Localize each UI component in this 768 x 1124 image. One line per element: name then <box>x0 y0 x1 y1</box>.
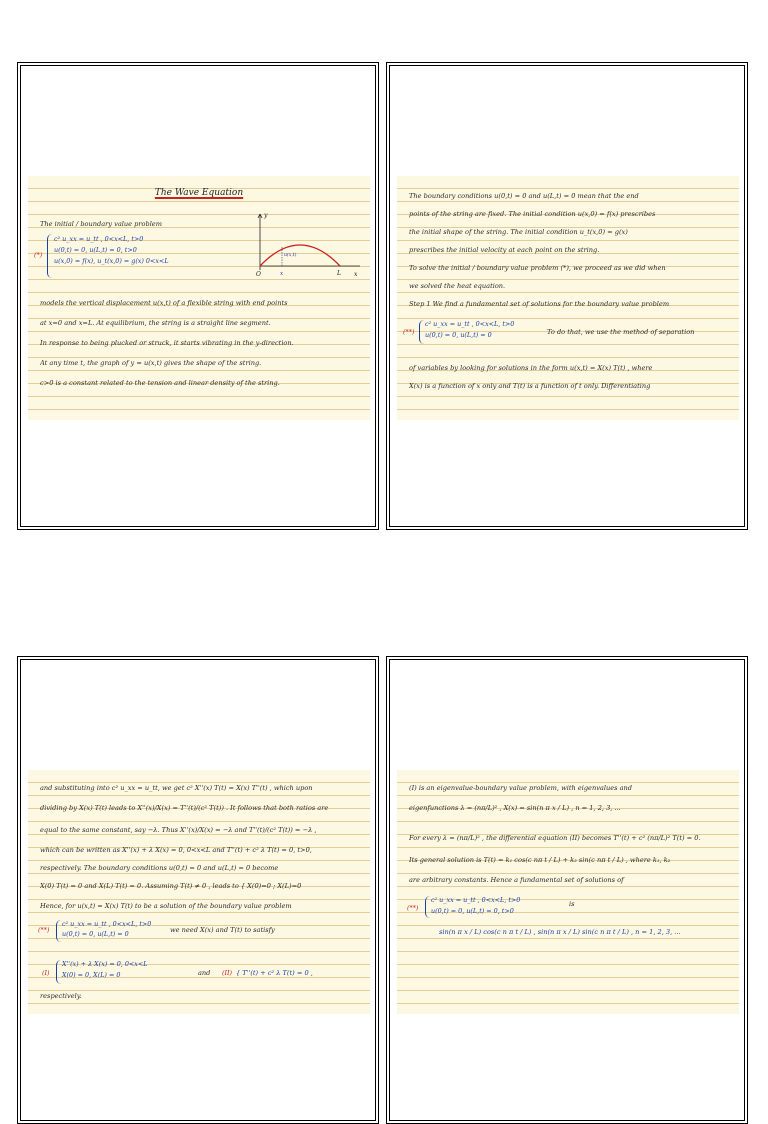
method-text: To do that, we use the method of separation <box>547 328 695 336</box>
pde-line: c² u_xx = u_tt , 0<x<L, t>0 <box>54 235 144 243</box>
text-line-3: For every λ = (nπ/L)² , the differential equation (II) becomes T''(t) + c² (nπ/L)² T(t) = 0. <box>409 834 701 842</box>
equation-tag: (*) <box>34 251 43 259</box>
body-line-3: In response to being plucked or struck, it starts vibrating in the y-direction. <box>40 339 294 347</box>
pde-line: c² u_xx = u_tt , 0<x<L, t>0 <box>62 920 152 928</box>
body-line-5: c>0 is a constant related to the tension and linear density of the string. <box>40 379 280 387</box>
text-line-5: are arbitrary constants. Hence a fundamental set of solutions of <box>409 876 624 884</box>
text-line-3: equal to the same constant, say −λ. Thus X''(x)/X(x) = −λ and T''(t)/(c² T(t)) = −λ , <box>40 826 317 834</box>
slide-3 <box>17 656 379 1124</box>
text-line-4: Its general solution is T(t) = k₁ cos(c nπ t / L) + k₂ sin(c nπ t / L) , where k₁, k₂ <box>409 856 671 864</box>
x-mark: x <box>280 271 284 277</box>
text-line-5: To solve the initial / boundary value problem (*), we proceed as we did when <box>409 264 666 272</box>
text-line-9: X(x) is a function of x only and T(t) is a function of t only. Differentiating <box>409 382 651 390</box>
respectively-text: respectively. <box>40 992 82 1000</box>
equation-tag-1: (I) <box>42 969 50 977</box>
string-figure <box>248 208 368 280</box>
brace-icon <box>47 234 52 278</box>
body-line-2: at x=0 and x=L. At equilibrium, the string is a straight line segment. <box>40 319 271 327</box>
pde-line: c² u_xx = u_tt , 0<x<L, t>0 <box>431 896 521 904</box>
bvp-system <box>62 919 151 939</box>
notebook-page <box>28 770 370 1014</box>
ic-line: u(x,0) = f(x), u_t(x,0) = g(x) 0<x<L <box>54 257 169 265</box>
equation-tag-2: (II) <box>222 969 233 977</box>
is-text: is <box>569 900 575 908</box>
text-line-6: X(0) T(t) = 0 and X(L) T(t) = 0. Assuming T(t) ≠ 0 , leads to { X(0)=0 ; X(L)=0 <box>40 882 302 890</box>
brace-icon <box>56 920 61 942</box>
bvp-system <box>431 895 520 917</box>
text-line-5: respectively. The boundary conditions u(0,t) = 0 and u(L,t) = 0 become <box>40 864 279 872</box>
step-line: Step 1 We find a fundamental set of solutions for the boundary value problem <box>409 300 670 308</box>
bc-line: u(0,t) = 0, u(L,t) = 0, t>0 <box>431 907 514 915</box>
x-ode-line: X''(x) + λ X(x) = 0, 0<x<L <box>62 960 148 968</box>
point-label: u(x,t) <box>284 253 297 258</box>
equation-tag: (**) <box>403 328 415 336</box>
y-axis-label: y <box>264 212 268 219</box>
equation-tag: (**) <box>407 904 419 912</box>
origin-label: O <box>256 271 261 278</box>
slide-2 <box>386 62 748 530</box>
slide-1 <box>17 62 379 530</box>
bc-line: u(0,t) = 0, u(L,t) = 0, t>0 <box>54 246 137 254</box>
text-line-6: we solved the heat equation. <box>409 282 506 290</box>
notebook-page <box>397 176 739 420</box>
text-line-4: prescribes the initial velocity at each point on the string. <box>409 246 600 254</box>
text-line-2: eigenfunctions λ = (nπ/L)² , X(x) = sin(n π x / L) , n = 1, 2, 3, ... <box>409 804 621 812</box>
body-line-1: models the vertical displacement u(x,t) of a flexible string with end points <box>40 299 288 307</box>
t-ode: { T''(t) + c² λ T(t) = 0 , <box>236 969 313 977</box>
pde-system <box>54 234 169 267</box>
bc-line: u(0,t) = 0, u(L,t) = 0 <box>425 331 492 339</box>
text-line-2: points of the string are fixed. The initial condition u(x,0) = f(x) prescribes <box>409 210 656 218</box>
x-system <box>62 959 147 981</box>
notebook-page <box>28 176 370 420</box>
x-bc-line: X(0) = 0, X(L) = 0 <box>62 971 121 979</box>
pde-line: c² u_xx = u_tt , 0<x<L, t>0 <box>425 320 515 328</box>
text-line-1: The boundary conditions u(0,t) = 0 and u(L,t) = 0 mean that the end <box>409 192 639 200</box>
text-line-3: the initial shape of the string. The initial condition u_t(x,0) = g(x) <box>409 228 628 236</box>
text-line-4: which can be written as X''(x) + λ X(x) = 0, 0<x<L and T''(t) + c² λ T(t) = 0, t>0, <box>40 846 312 854</box>
body-line-4: At any time t, the graph of y = u(x,t) gives the shape of the string. <box>40 359 262 367</box>
page-title: The Wave Equation <box>154 188 244 198</box>
text-line-7: Hence, for u(x,t) = X(x) T(t) to be a solution of the boundary value problem <box>40 902 292 910</box>
fundamental-solutions: sin(n π x / L) cos(c n π t / L) , sin(n π x / L) sin(c n π t / L) , n = 1, 2, 3, ... <box>439 928 681 936</box>
intro-text: The initial / boundary value problem <box>40 220 162 228</box>
brace-icon <box>56 960 61 984</box>
need-text: we need X(x) and T(t) to satisfy <box>170 926 275 934</box>
x-axis-label: x <box>354 271 358 278</box>
notebook-page <box>397 770 739 1014</box>
text-line-1: (I) is an eigenvalue-boundary value problem, with eigenvalues and <box>409 784 632 792</box>
bc-line: u(0,t) = 0, u(L,t) = 0 <box>62 930 129 938</box>
brace-icon <box>425 896 430 918</box>
text-line-2: dividing by X(x) T(t) leads to X''(x)/X(x) = T''(t)/(c² T(t)) . It follows that both ratios are <box>40 804 329 812</box>
bvp-system <box>425 319 514 341</box>
l-mark: L <box>337 270 341 277</box>
and-text: and <box>198 969 211 977</box>
brace-icon <box>419 320 424 344</box>
text-line-8: of variables by looking for solutions in the form u(x,t) = X(x) T(t) , where <box>409 364 653 372</box>
equation-tag: (**) <box>38 926 50 934</box>
text-line-1: and substituting into c² u_xx = u_tt, we get c² X''(x) T(t) = X(x) T''(t) , which upon <box>40 784 313 792</box>
slide-4 <box>386 656 748 1124</box>
